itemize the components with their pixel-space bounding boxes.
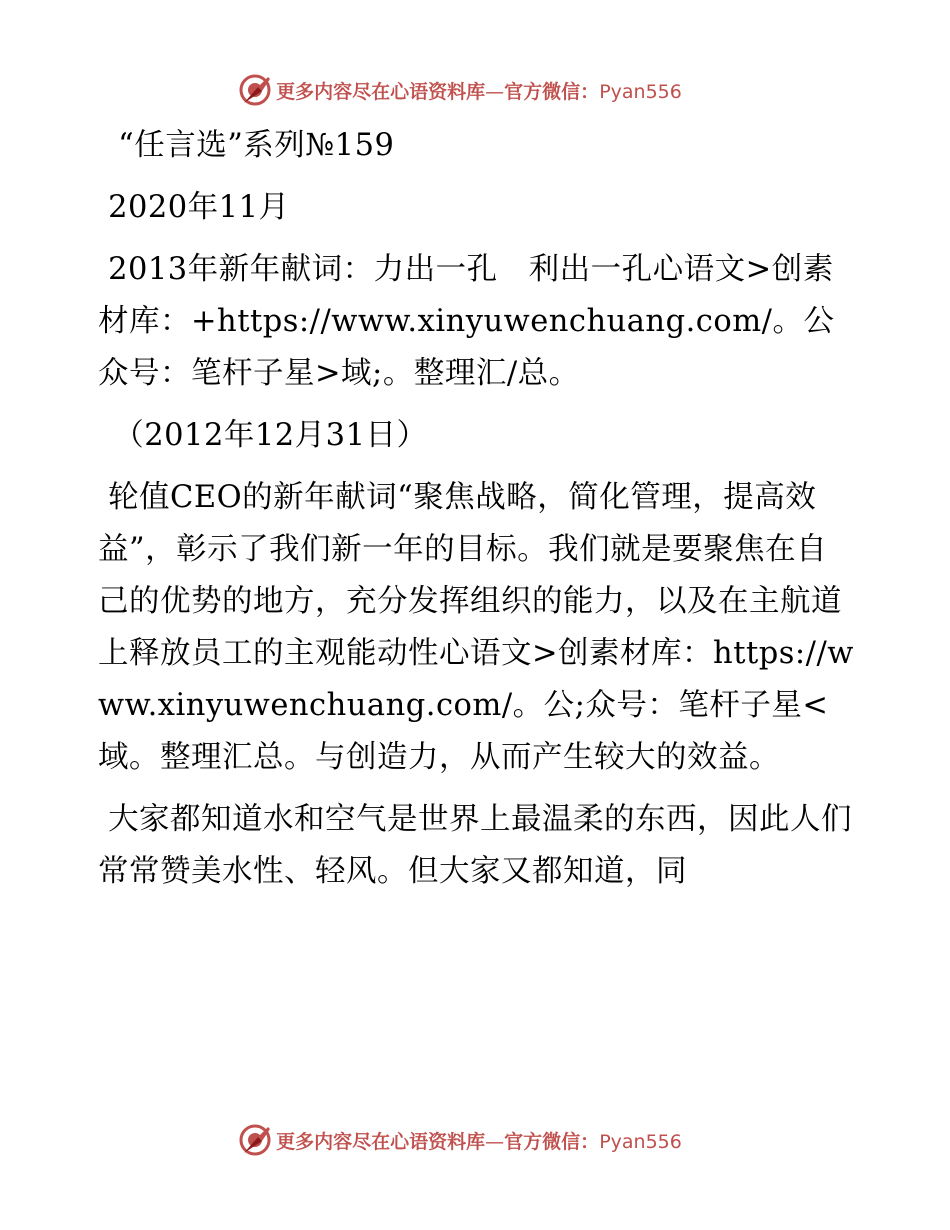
series-title: “任言选”系列№159 — [118, 128, 395, 163]
publish-date: 2020年11月 — [108, 190, 290, 225]
article-heading: 2013年新年献词：力出一孔 利出一孔心语文>创素材库：+https://www.xinyuwenchuang.com/。公众号：笔杆子星>域;。整理汇/总。 — [98, 252, 835, 391]
pen-nib-logo-icon — [238, 73, 272, 107]
document-body — [98, 120, 858, 908]
watermark-account: Pyan556 — [599, 1130, 682, 1153]
watermark-dash: — — [485, 80, 505, 103]
body-paragraph: 轮值CEO的新年献词“聚焦战略，简化管理，提高效益”，彰示了我们新一年的目标。我们就是要聚焦在自己的优势的地方，充分发挥组织的能力，以及在主航道上释放员工的主观能动性心语文>创素材库：https://www.xinyuwenchuang.com/。公;众号：笔杆子星<域。整理汇总。与创造力，从而产生较大的效益。 — [98, 480, 854, 775]
watermark-official-label: 官方微信： — [504, 1130, 600, 1153]
watermark-account: Pyan556 — [599, 80, 682, 103]
watermark-site-name: 更多内容尽在心语资料库 — [276, 1130, 486, 1153]
pen-nib-logo-icon — [238, 1123, 272, 1157]
watermark-text — [276, 77, 682, 104]
watermark-text — [276, 1127, 682, 1154]
footer-watermark — [0, 1120, 950, 1160]
body-paragraph: 大家都知道水和空气是世界上最温柔的东西，因此人们常常赞美水性、轻风。但大家又都知道，同 — [98, 802, 853, 889]
watermark-official-label: 官方微信： — [504, 80, 600, 103]
header-watermark — [0, 70, 950, 110]
watermark-site-name: 更多内容尽在心语资料库 — [276, 80, 486, 103]
article-date: （2012年12月31日） — [113, 418, 428, 453]
watermark-dash: — — [485, 1130, 505, 1153]
